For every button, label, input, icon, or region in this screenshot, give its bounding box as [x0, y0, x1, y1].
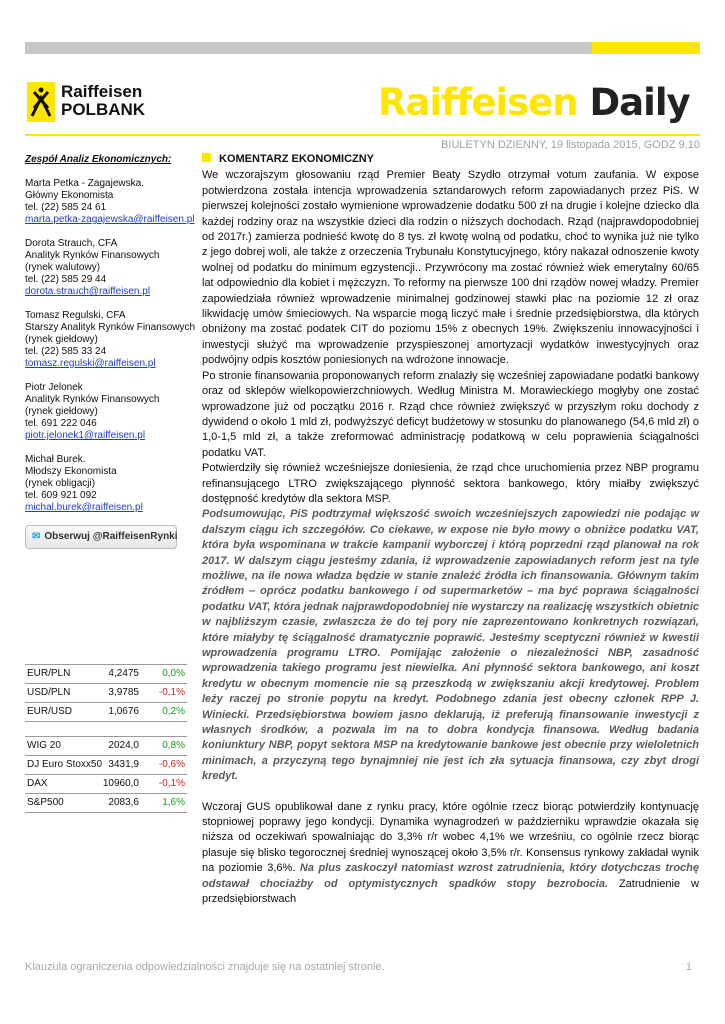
contact-block: [25, 310, 196, 370]
table-row: [25, 736, 187, 756]
contact-block: [25, 382, 192, 442]
indices-table: [25, 736, 187, 813]
instrument-change: 1,6%: [162, 797, 185, 808]
contact-list: [25, 178, 196, 514]
instrument-name: EUR/USD: [27, 706, 73, 717]
contact-line: Tomasz Regulski, CFA: [25, 310, 126, 321]
instrument-change: -0,1%: [158, 687, 185, 698]
contact-line: Marta Petka - Zagajewska.: [25, 178, 144, 189]
brand-part-1: Raiffeisen: [378, 81, 578, 124]
instrument-change: 0,8%: [162, 740, 185, 751]
contact-line: (rynek walutowy): [25, 262, 101, 273]
contact-line: Główny Ekonomista: [25, 190, 114, 201]
instrument-name: USD/PLN: [27, 687, 71, 698]
instrument-name: EUR/PLN: [27, 668, 71, 679]
instrument-change: -0,6%: [158, 759, 185, 770]
table-row: [25, 756, 187, 775]
labor-text: Wczoraj GUS opublikował dane z rynku pracy, które ogólnie rzecz biorąc potwierdziły kontynuację stopniowej poprawy jego kondycji. Dynamika wynagrodzeń w październiku wprawdzie okazała się niższa od oczekiwań spowalniając do 3,3% r/r wobec 4,1% we wrześniu, co ogólnie rzecz biorąc plasuje się blisko tegorocznej średniej wynoszącej około 3,5% r/r. Konsensus rynkowy zakładał wynik na poziomie 3,6%.: [202, 800, 699, 875]
instrument-value: 10960,0: [102, 778, 139, 789]
contact-block: [25, 454, 192, 514]
footer: [25, 961, 700, 973]
contact-block: [25, 178, 195, 226]
contact-line: Starszy Analityk Rynków Finansowych: [25, 322, 196, 333]
contact-line: Analityk Rynków Finansowych: [25, 250, 160, 261]
header-yellow-accent: [592, 42, 700, 54]
raiffeisen-daily-title: [378, 78, 700, 128]
contact-line: (rynek giełdowy): [25, 334, 98, 345]
section-bullet-icon: [202, 153, 211, 162]
paragraph-3: Potwierdziły się również wcześniejsze doniesienia, że rząd chce uruchomienia przez NBP programu refinansującego LTRO zwiększającego płynność sektora bankowego, który miałby zwiększyć dostępność kredytów dla sektora MSP.: [202, 462, 699, 505]
main-article: [202, 152, 699, 908]
sidebar: [25, 150, 196, 526]
page-number: 1: [685, 961, 692, 973]
dateline: BIULETYN DZIENNY, 19 listopada 2015, GODZ 9.10: [440, 139, 700, 151]
logo-line-2: POLBANK: [61, 100, 146, 119]
contact-line: Michał Burek.: [25, 454, 86, 465]
labor-highlight: Na plus zaskoczył natomiast wzrost zatrudnienia, który dotychczas trochę odstawał chociażby od optymistycznych spadków stopy bezrobocia.: [202, 862, 699, 890]
instrument-value: 1,0676: [108, 706, 139, 717]
team-label: Zespół Analiz Ekonomicznych:: [25, 154, 172, 165]
section-title: KOMENTARZ EKONOMICZNY: [219, 153, 375, 165]
contact-line: tel. (22) 585 29 44: [25, 274, 107, 285]
instrument-change: 0,2%: [162, 706, 185, 717]
instrument-value: 2083,6: [108, 797, 139, 808]
contact-line: Analityk Rynków Finansowych: [25, 394, 160, 405]
labor-tail: Zatrudnienie w przedsiębiorstwach: [202, 877, 699, 906]
paragraph-labor-market: [202, 800, 699, 908]
instrument-name: DJ Euro Stoxx50: [27, 759, 103, 770]
contact-line: Dorota Strauch, CFA: [25, 238, 118, 249]
section-heading: [202, 152, 699, 167]
twitter-bird-icon: ✉: [32, 531, 41, 542]
contact-email-link[interactable]: marta.petka-zagajewska@raiffeisen.pl: [25, 214, 195, 225]
paragraph-2: Po stronie finansowania proponowanych reform znalazły się wcześniej zapowiadane podatki bankowy oraz od sklepów wielkopowierzchniowych. Według Ministra M. Morawieckiego mogłyby one zostać wprowadzone już od początku 2016 r. Rząd chce również zwiększyć w przyszłym roku dochody z dywidend o około 1 mld zł, podwyższyć deficyt budżetowy w stosunku do planowanego (54,6 mld zł) o 1,0-1,5 mld zł, a także zreformować administrację podatkową w celu poprawienia ściągalności podatku VAT.: [202, 369, 699, 459]
raiffeisen-polbank-logo: [27, 82, 187, 122]
instrument-name: WIG 20: [27, 740, 61, 751]
instrument-value: 3,9785: [108, 687, 139, 698]
instrument-change: 0,0%: [162, 668, 185, 679]
table-row: [25, 664, 187, 684]
contact-email-link[interactable]: piotr.jelonek1@raiffeisen.pl: [25, 430, 146, 441]
disclaimer-link[interactable]: Klauzula ograniczenia odpowiedzialności znajduje się na ostatniej stronie.: [25, 961, 385, 973]
twitter-follow-button[interactable]: [25, 525, 177, 549]
table-row: [25, 684, 187, 703]
table-row: [25, 775, 187, 794]
instrument-name: DAX: [27, 778, 48, 789]
header-divider: [25, 134, 700, 136]
instrument-value: 2024,0: [108, 740, 139, 751]
paragraph-1: We wczorajszym głosowaniu rząd Premier Beaty Szydło otrzymał votum zaufania. W expose potwierdzona została intencja wprowadzenia sztandarowych reform zapowiadanych przez PiS. W pierwszej kolejności zostało wymienione wprowadzenie dodatku 500 zł na drugie i kolejne dziecko dla każdej rodziny oraz na wszystkie dzieci dla rodzin o niższych dochodach. Rząd (najprawdopodobniej od 2017r.) zamierza podnieść kwotę do 8 tys. zł kwotę wolną od podatku, choć to wynika już nie tylko z jego dobrej woli, ale także z orzeczenia Trybunału Konstytucyjnego, który nakazał odnoszenie kwoty wolnej od podatku do minimum egzystencji.. Przywrócony ma zostać również wiek emerytalny 60/65 lat odpowiednio dla kobiet i mężczyzn. To reformy na pierwsze 100 dni rządów nowej władzy. Premier zapowiedziała również wprowadzenie minimalnej godzinowej stawki płac na poziomie 12 zł oraz likwidację umów śmieciowych. Na wsparcie mogą liczyć małe i średnie przedsiębiorstwa, dla których obniżony ma zostać podatek CIT do poziomu 15% z obecnych 19%. Zwiększeniu innowacyjności i inwestycji służyć ma wprowadzenie przyspieszonej amortyzacji wydatków inwestycyjnych oraz podwójny odpis kosztów poniesionych na wdrożone innowacje.: [202, 169, 699, 367]
contact-block: [25, 238, 192, 298]
twitter-follow-label: Obserwuj @RaiffeisenRynki: [44, 531, 178, 542]
contact-email-link[interactable]: dorota.strauch@raiffeisen.pl: [25, 286, 151, 297]
contact-line: tel. 691 222 046: [25, 418, 97, 429]
summary-paragraph: Podsumowując, PiS podtrzymał większość swoich wcześniejszych zapowiedzi nie podając w dalszym ciągu ich szczegółów. Co ciekawe, w expose nie było mowy o obniżce podatku VAT, która była wspominana w trakcie kampanii wyborczej i którą poprzedni rząd planował na rok 2017. W dalszym ciągu jesteśmy zdania, iż wprowadzenie zapowiadanych reform jest na tyle możliwe, na ile nowa władza będzie w stanie znaleźć źródła ich finansowania. Głównym takim źródłem – oprócz podatku bankowego i od supermarketów – ma być poprawa ściągalności podatku VAT, która jednak najprawdopodobniej nie wystarczy na realizację wszystkich obietnic w najbliższym czasie, zwłaszcza że do tej pory nie zaprezentowano konkretnych rozwiązań, które miałyby tę ściągalność dramatycznie poprawić. Jesteśmy sceptyczni również w kwestii wprowadzenia programu LTRO. Pomijając założenie o niezależności NBP, zasadność wprowadzenia takiego programu jest niewielka. Ani płynność sektora bankowego, ani koszt kredytu w obecnym momencie nie są przeszkodą w zwiększaniu akcji kredytowej. Problem leży raczej po stronie popytu na kredyt. Podobnego zdania jest obecny członek RPP J. Winiecki. Przedsiębiorstwa bowiem jasno deklarują, iż preferują finansowanie inwestycji z własnych środków, a pozwala im na to dobra kondycja finansowa. Według badania koniunktury NBP, popyt sektora MSP na kredytowanie bankowe jest obecnie przy wieloletnich minimach, a przyczyną tego bynajmniej nie jest ich zła sytuacja finansowa, czy zbyt drogi kredyt.: [202, 508, 699, 783]
instrument-name: S&P500: [27, 797, 64, 808]
instrument-value: 3431,9: [108, 759, 139, 770]
contact-line: Piotr Jelonek: [25, 382, 83, 393]
logo-line-1: Raiffeisen: [61, 82, 143, 101]
contact-line: tel. 609 921 092: [25, 490, 97, 501]
contact-email-link[interactable]: michal.burek@raiffeisen.pl: [25, 502, 143, 513]
contact-line: tel. (22) 585 24 61: [25, 202, 107, 213]
table-row: [25, 794, 187, 813]
table-row: [25, 703, 187, 722]
raiffeisen-logo-icon: [27, 82, 55, 122]
instrument-change: -0,1%: [158, 778, 185, 789]
brand-part-2: Daily: [589, 81, 690, 124]
contact-line: (rynek obligacji): [25, 478, 96, 489]
contact-email-link[interactable]: tomasz.regulski@raiffeisen.pl: [25, 358, 156, 369]
instrument-value: 4,2475: [108, 668, 139, 679]
fx-rates-table: [25, 664, 187, 722]
contact-line: Młodszy Ekonomista: [25, 466, 117, 477]
contact-line: tel. (22) 585 33 24: [25, 346, 107, 357]
contact-line: (rynek giełdowy): [25, 406, 98, 417]
